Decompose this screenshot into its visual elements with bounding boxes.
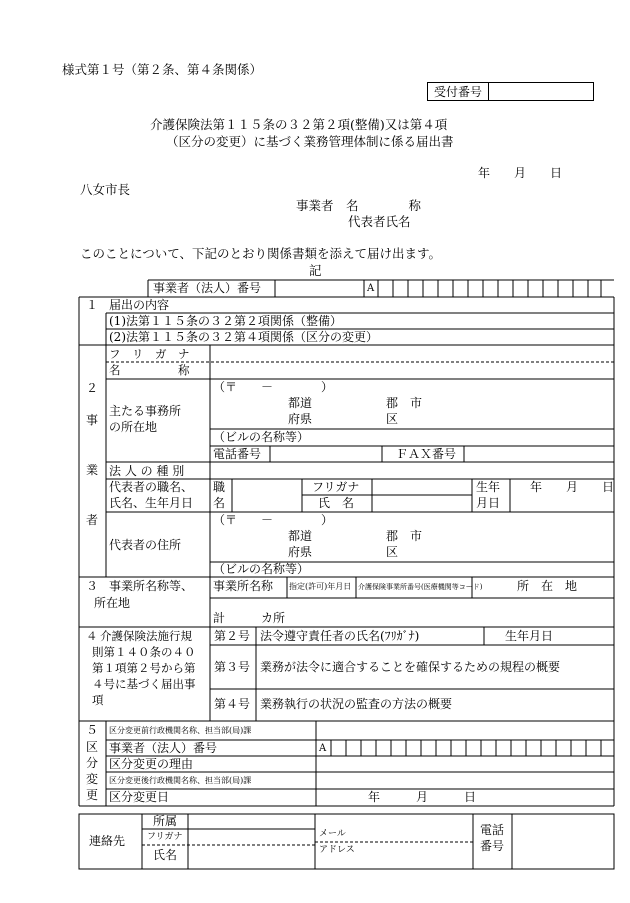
title-line-2: （区分の変更）に基づく業務管理体制に係る届出書 xyxy=(166,134,454,149)
rep-address-ku: 区 xyxy=(386,545,399,559)
statement-text: このことについて、下記のとおり関係書類を添えて届け出ます。 xyxy=(80,246,442,261)
section-5-business-number-label: 事業者（法人）番号 xyxy=(109,741,218,755)
rep-shimei-label: 氏 名 xyxy=(318,496,355,510)
contact-furigana-label: フリガナ xyxy=(147,832,183,842)
name-label: 名 称 xyxy=(109,363,190,377)
section-1-title: 届出の内容 xyxy=(109,298,170,312)
section-5-vertical-1: 区 xyxy=(86,740,99,754)
rep-address-postal[interactable]: （〒 － ） xyxy=(213,513,334,527)
corporation-type-field[interactable] xyxy=(211,463,613,478)
designated-date-header: 指定(許可)年月日 xyxy=(289,582,352,591)
before-agency-label: 区分変更前行政機関名称、担当部(局)課 xyxy=(109,726,252,735)
contact-phone-label-1: 電話 xyxy=(480,823,505,837)
submission-date: 年 月 日 xyxy=(478,166,563,180)
rep-shoku-label: 職 xyxy=(213,480,226,494)
ki-mark: 記 xyxy=(309,263,322,278)
contact-label: 連絡先 xyxy=(89,834,126,848)
section-5-business-number-prefix: A xyxy=(319,743,327,754)
section-4-text-1: 介護保険法施行規 xyxy=(100,629,192,643)
item-2-label: 第２号 xyxy=(214,629,251,643)
rep-mei-label: 名 xyxy=(213,496,226,510)
rep-birth-label-1: 生年 xyxy=(476,480,501,494)
business-number-field[interactable] xyxy=(378,281,613,296)
before-agency-field[interactable] xyxy=(317,722,613,739)
rep-birth-label-2: 月日 xyxy=(476,496,501,510)
office-total[interactable]: 計 カ所 xyxy=(213,611,286,625)
corporation-type-label: 法 人 の 種 別 xyxy=(109,464,185,478)
contact-affiliation-field[interactable] xyxy=(189,815,314,828)
phone-field[interactable] xyxy=(271,447,381,461)
rep-furigana-label: フリガナ xyxy=(312,480,360,494)
section-1-item-1[interactable]: (1)法第１１５条の３２第２項関係（整備） xyxy=(109,314,342,328)
fax-field[interactable] xyxy=(465,447,613,461)
change-reason-label: 区分変更の理由 xyxy=(109,757,194,771)
main-office-building[interactable]: （ビルの名称等） xyxy=(213,430,310,444)
contact-phone-label-2: 番号 xyxy=(480,839,505,853)
contact-mail-label-2: アドレス xyxy=(319,845,355,855)
main-office-label-1: 主たる事務所 xyxy=(109,404,182,418)
section-4-number: ４ xyxy=(86,629,98,643)
main-office-ku: 区 xyxy=(386,412,399,426)
contact-affiliation-label: 所属 xyxy=(153,814,178,828)
section-2-vertical-1: 事 xyxy=(86,413,99,427)
contact-name-label: 氏名 xyxy=(153,848,178,862)
item-3-label: 第３号 xyxy=(214,660,251,674)
change-reason-field[interactable] xyxy=(317,757,613,771)
receipt-number-label: 受付番号 xyxy=(428,83,489,101)
item-2-birth-label: 生年月日 xyxy=(505,629,554,643)
section-2-vertical-3: 者 xyxy=(86,513,99,527)
rep-name-field[interactable] xyxy=(373,480,471,511)
addressee: 八女市長 xyxy=(80,182,131,197)
item-2-text[interactable]: 法令遵守責任者の氏名(ﾌﾘｶﾞﾅ) xyxy=(260,629,420,643)
section-5-vertical-4: 更 xyxy=(86,788,99,802)
section-1-item-2[interactable]: (2)法第１１５条の３２第４項関係（区分の変更） xyxy=(109,330,378,344)
contact-mail-field[interactable] xyxy=(355,815,472,868)
contact-name-field[interactable] xyxy=(189,830,314,868)
section-3-number: ３ xyxy=(86,579,99,593)
office-name-header: 事業所名称 xyxy=(213,579,274,593)
business-name-field[interactable] xyxy=(211,346,613,378)
section-4-text-2: 則第１４０条の４０ xyxy=(92,645,196,659)
main-office-fuken: 府県 xyxy=(288,412,313,426)
section-5-vertical-2: 分 xyxy=(86,756,99,770)
rep-title-label-2: 氏名、生年月日 xyxy=(109,496,194,510)
section-3-title-1: 事業所名称等、 xyxy=(109,579,194,593)
rep-address-building[interactable]: （ビルの名称等） xyxy=(213,562,310,576)
provider-number-header: 介護保険事業所番号(医療機関等コード) xyxy=(358,583,483,591)
section-5-number: ５ xyxy=(86,723,99,737)
section-5-business-number-field[interactable] xyxy=(331,741,613,755)
rep-title-label-1: 代表者の職名、 xyxy=(109,480,194,494)
item-3-text[interactable]: 業務が法令に適合することを確保するための規程の概要 xyxy=(260,660,561,674)
rep-address-todo: 都道 xyxy=(288,529,313,543)
rep-address-fuken: 府県 xyxy=(288,545,313,559)
furigana-label: フ リ ガ ナ xyxy=(109,347,190,361)
title-line-1: 介護保険法第１１５条の３２第２項(整備)又は第４項 xyxy=(150,117,448,132)
contact-mail-label-1: メール xyxy=(319,829,346,839)
main-office-todo: 都道 xyxy=(288,396,313,410)
change-date-label: 区分変更日 xyxy=(109,790,170,804)
rep-address-gun-shi: 郡 市 xyxy=(386,529,423,543)
rep-position-field[interactable] xyxy=(233,480,301,511)
section-4-text-3: 第１項第２号から第 xyxy=(92,661,196,675)
form-number-label: 様式第１号（第２条、第４条関係） xyxy=(62,62,263,77)
section-1-number: １ xyxy=(86,298,99,312)
after-agency-field[interactable] xyxy=(317,773,613,788)
rep-birth-date[interactable]: 年 月 日 xyxy=(530,480,615,494)
change-date-value[interactable]: 年 月 日 xyxy=(368,790,477,804)
section-4-text-4: ４号に基づく届出事 xyxy=(92,677,196,691)
section-4-text-5: 項 xyxy=(92,693,104,707)
applicant-name-label: 事業者 名 称 xyxy=(296,198,422,213)
main-office-label-2: の所在地 xyxy=(109,420,158,434)
phone-label: 電話番号 xyxy=(213,447,262,461)
section-3-title-2: 所在地 xyxy=(94,596,131,610)
item-4-text[interactable]: 業務執行の状況の監査の方法の概要 xyxy=(260,697,453,711)
business-number-prefix: A xyxy=(367,283,375,294)
main-office-postal[interactable]: （〒 － ） xyxy=(213,380,334,394)
location-header: 所 在 地 xyxy=(517,579,578,593)
representative-name-label: 代表者氏名 xyxy=(348,214,411,229)
business-number-label: 事業者（法人）番号 xyxy=(153,281,262,295)
item-4-label: 第４号 xyxy=(214,697,251,711)
section-2-vertical-2: 業 xyxy=(86,463,99,477)
fax-label: ＦＡＸ番号 xyxy=(396,447,457,461)
after-agency-label: 区分変更後行政機関名称、担当部(局)課 xyxy=(109,776,252,785)
main-office-gun-shi: 郡 市 xyxy=(386,396,423,410)
contact-phone-field[interactable] xyxy=(513,815,613,868)
rep-address-label: 代表者の住所 xyxy=(109,538,182,552)
section-5-vertical-3: 変 xyxy=(86,772,99,786)
section-2-number: ２ xyxy=(86,381,99,395)
